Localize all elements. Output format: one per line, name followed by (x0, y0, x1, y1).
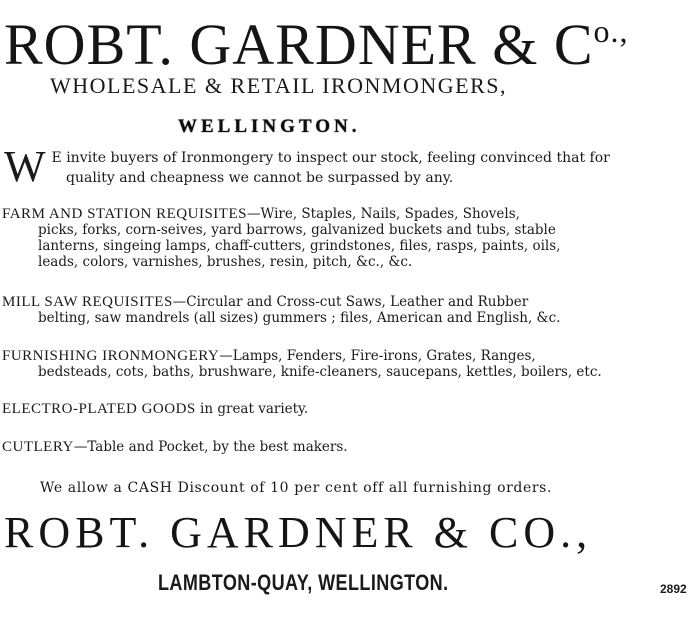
intro-line-2: quality and cheapness we cannot be surpassed by any. (66, 170, 454, 186)
discount-notice: We allow a CASH Discount of 10 per cent off all furnishing orders. (40, 480, 552, 496)
advertiser-title (4, 0, 629, 76)
mill-saw-section (2, 294, 696, 326)
cutlery-section (2, 438, 348, 456)
section-text: —Wire, Staples, Nails, Spades, Shovels, (246, 206, 520, 222)
section-heading: FARM AND STATION REQUISITES (2, 206, 247, 222)
section-text: in great variety. (195, 401, 309, 417)
furnishing-section (2, 348, 696, 380)
city-heading: WELLINGTON. (178, 116, 361, 137)
intro-line-1: E invite buyers of Ironmongery to inspect our stock, feeling convinced that for (51, 150, 610, 166)
section-heading: MILL SAW REQUISITES (2, 294, 173, 310)
section-heading: ELECTRO-PLATED GOODS (2, 401, 196, 417)
footer-address: LAMBTON-QUAY, WELLINGTON. (158, 570, 449, 595)
section-text: belting, saw mandrels (all sizes) gummers ; files, American and English, &c. (38, 310, 561, 326)
footer-advertiser-name: ROBT. GARDNER & CO., (4, 508, 593, 557)
section-text: lanterns, singeing lamps, chaff-cutters, grindstones, files, rasps, paints, oils, (38, 238, 561, 254)
section-text: bedsteads, cots, baths, brushware, knife-cleaners, saucepans, kettles, boilers, etc. (38, 364, 602, 380)
section-text: leads, colors, varnishes, brushes, resin, pitch, &c., &c. (38, 254, 413, 270)
ad-reference-number: 2892 (660, 582, 687, 596)
farm-station-section (2, 206, 696, 270)
section-heading: FURNISHING IRONMONGERY (2, 348, 220, 364)
section-text: —Table and Pocket, by the best makers. (73, 439, 348, 455)
section-text: —Circular and Cross-cut Saws, Leather and Rubber (172, 294, 529, 310)
title-superscript: o., (593, 13, 629, 49)
section-text: picks, forks, corn-seives, yard barrows, galvanized buckets and tubs, stable (38, 222, 556, 238)
title-text: ROBT. GARDNER & C (4, 12, 594, 77)
section-text: —Lamps, Fenders, Fire-irons, Grates, Ranges, (219, 348, 536, 364)
electro-plated-section (2, 400, 308, 418)
drop-capital: W (4, 142, 46, 191)
section-heading: CUTLERY (2, 439, 74, 455)
intro-paragraph (4, 142, 698, 191)
business-description: WHOLESALE & RETAIL IRONMONGERS, (50, 73, 508, 98)
